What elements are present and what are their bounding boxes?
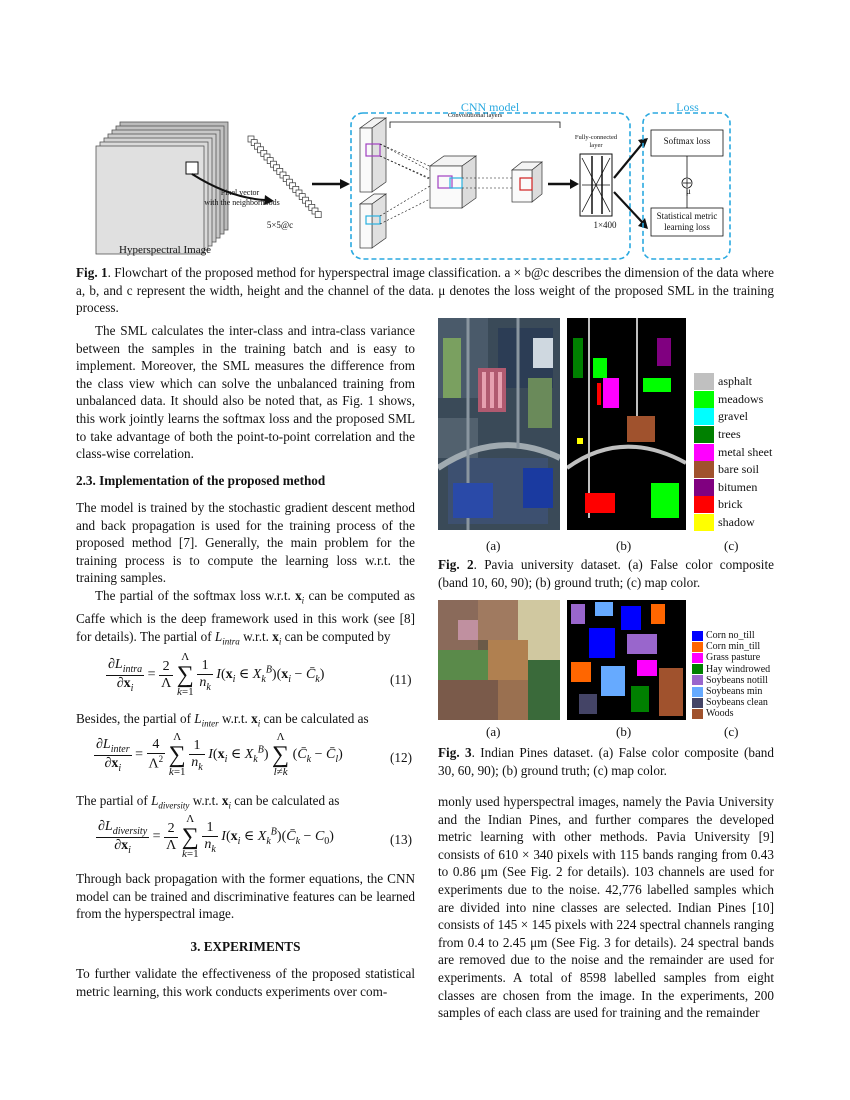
partial-text-c: w.r.t. (243, 628, 269, 644)
conv-middle-block (430, 156, 476, 208)
pavia-legend-swatch (694, 461, 714, 478)
figure-1-caption (76, 264, 774, 317)
softmax-loss-label: Softmax loss (663, 136, 711, 146)
pixel-vector-cell (315, 212, 321, 218)
sml-label-1: Statistical metric (656, 211, 718, 221)
left-column (76, 322, 415, 463)
equation-12: $\frac{\partial L_{inter}}{\partial x_i}$ = $\frac{4}{\Lambda^2}$ Λ ∑ k=1 $\frac{1}{n_k}$ $I(x_i$ ∈ $X_k^B$) Λ ∑ l≠k ($C̄_k$ − $C̄_l$) (96, 731, 343, 778)
indian-pines-legend-swatch (692, 642, 703, 652)
pavia-legend-swatch (694, 479, 714, 496)
figure-2-caption-label: Fig. 2 (438, 557, 474, 572)
pavia-ground-truth (567, 318, 686, 530)
left-column-4 (76, 965, 415, 1000)
pavia-legend-label: asphalt (718, 374, 752, 389)
fig2-sub-a: (a) (486, 538, 501, 553)
indian-pines-legend-item (692, 630, 782, 641)
paragraph-backprop: Through back propagation with the former equations, the CNN model can be trained and discriminative features can be learned from the hyperspectral image. (76, 871, 415, 922)
paragraph-datasets: monly used hyperspectral images, namely the Pavia University and the Indian Pines, and further compares the developed metric learning with other methods. Pavia University [9] consists of 610 × 340 pixels with 115 bands ranging from 0.43 to 0.86 μm (See Fig. 2 for details). 103 channels are used for experiments due to the noise. 42,776 labelled samples which are divided into nine classes are selected. Indian Pines [10] consists of 145 × 145 pixels with 224 spectral channels ranging from 0.4 to 2.45 μm (See Fig. 3 for details). 24 spectral bands are removed due to the noise and the remainder are used for experiments. A total of 8598 labelled samples from eight classes are chosen from the image. In the experiments, 200 samples of each class are used for training and the remainder (438, 794, 774, 1021)
indian-pines-legend (692, 630, 782, 720)
pavia-legend-item (694, 479, 784, 497)
figure-2 (438, 318, 778, 554)
fc-dim-label: 1×400 (593, 220, 617, 230)
pavia-legend-label: metal sheet (718, 444, 773, 459)
indian-pines-ground-truth (567, 600, 686, 720)
pixel-vector-label-1: Pixel vector (220, 188, 260, 197)
figure-3 (438, 600, 778, 740)
pavia-legend-swatch (694, 426, 714, 443)
section-2-3-heading: 2.3. Implementation of the proposed method (76, 473, 326, 488)
pavia-legend-label: gravel (718, 409, 748, 424)
conv-layers-label: Convolutional layers (447, 112, 503, 119)
indian-pines-legend-item (692, 664, 782, 675)
mu-label: μ (686, 186, 691, 196)
diversity-text-b: w.r.t. (192, 793, 219, 808)
pavia-legend-label: bitumen (718, 479, 758, 494)
diversity-text-c: can be calculated as (234, 793, 340, 808)
indian-pines-legend-swatch (692, 653, 703, 663)
conv-input-blocks (360, 118, 386, 248)
paragraph-experiments: To further validate the effectiveness of the proposed statistical metric learning, this work conducts experiments over com- (76, 966, 415, 999)
fc-label-2: layer (589, 142, 603, 149)
pavia-legend-item (694, 514, 784, 532)
pavia-legend-item (694, 426, 784, 444)
pavia-legend-label: brick (718, 497, 743, 512)
indian-pines-legend-swatch (692, 709, 703, 719)
pavia-legend-item (694, 443, 784, 461)
figure-1-caption-label: Fig. 1 (76, 265, 108, 280)
loss-title: Loss (676, 100, 699, 114)
section-3-heading: 3. EXPERIMENTS (190, 939, 301, 954)
sml-label-2: learning loss (664, 222, 710, 232)
diversity-line: The partial of $L_{diversity}$ w.r.t. $x_i$ can be calculated as (76, 793, 340, 811)
indian-pines-legend-label: Corn min_till (706, 641, 761, 653)
partial-text-d: can be computed by (284, 628, 391, 644)
indian-pines-legend-swatch (692, 664, 703, 674)
besides-text-b: w.r.t. (221, 711, 248, 726)
pavia-legend-swatch (694, 373, 714, 390)
paragraph-partial: The partial of the softmax loss w.r.t. $x_i$ can be computed as Caffe which is the deep framework used in this work (see [8] for details). The partial of $L_{intra}$ w.r.t. $x_i$ can be computed by (76, 587, 416, 647)
left-column-3 (76, 870, 415, 923)
pavia-legend-label: trees (718, 427, 741, 442)
pavia-legend-swatch (694, 496, 714, 513)
pavia-legend-swatch (694, 391, 714, 408)
fully-connected-layer (580, 154, 612, 216)
indian-pines-false-color (438, 600, 560, 720)
conv-small-block (512, 162, 542, 202)
pavia-legend-item (694, 461, 784, 479)
indian-pines-legend-label: Grass pasture (706, 652, 761, 664)
pavia-legend-swatch (694, 444, 714, 461)
equation-11: $\frac{\partial L_{intra}}{\partial x_i}$ = $\frac{2}{\Lambda}$ Λ ∑ k=1 $\frac{1}{n_k}$ $I(x_i$ ∈ $X_k^B)(x_i$ − $C̄_k$) (108, 651, 325, 698)
indian-pines-legend-label: Hay windrowed (706, 663, 771, 675)
figure-1 (90, 98, 750, 266)
fig2-sub-c: (c) (724, 538, 739, 553)
pavia-legend-swatch (694, 514, 714, 531)
right-column (438, 793, 774, 1022)
besides-text-a: Besides, the partial of (76, 711, 191, 726)
indian-pines-legend-item (692, 686, 782, 697)
patch-dim-label: 5×5@c (266, 220, 294, 230)
indian-pines-legend-label: Woods (706, 708, 734, 720)
pavia-legend-item (694, 373, 784, 391)
pavia-legend-label: bare soil (718, 462, 759, 477)
figure-2-caption (438, 556, 774, 591)
indian-pines-legend-item (692, 697, 782, 708)
fig3-sub-c: (c) (724, 724, 739, 739)
pavia-false-color (438, 318, 560, 530)
fig2-sub-b: (b) (616, 538, 632, 553)
indian-pines-legend-swatch (692, 675, 703, 685)
indian-pines-legend-label: Soybeans notill (706, 674, 768, 686)
pavia-legend (694, 373, 784, 531)
figure-1-caption-text: . Flowchart of the proposed method for hyperspectral image classification. a × b@c describes the dimension of the data where a, b, and c represent the width, height and the channel of the data. μ denotes the loss weight of the proposed SML in the training process. (76, 265, 774, 316)
fc-label-1: Fully-connected (574, 134, 618, 141)
partial-text-a: The partial of the softmax loss w.r.t. (95, 587, 291, 603)
indian-pines-legend-item (692, 708, 782, 719)
hsi-label: Hyperspectral Image (119, 244, 211, 256)
besides-line: Besides, the partial of $L_{inter}$ w.r.t. $x_i$ can be calculated as (76, 711, 369, 729)
figure-2-caption-text: . Pavia university dataset. (a) False color composite (band 10, 60, 90); (b) ground truth; (c) map color. (438, 557, 774, 590)
fig3-sub-a: (a) (486, 724, 501, 739)
indian-pines-legend-item (692, 652, 782, 663)
equation-11-number: (11) (390, 672, 412, 687)
indian-pines-legend-swatch (692, 631, 703, 641)
figure-3-caption-text: . Indian Pines dataset. (a) False color composite (band 30, 60, 90); (b) ground truth; (c) map color. (438, 745, 774, 778)
pavia-legend-item (694, 408, 784, 426)
diversity-text-a: The partial of (76, 793, 148, 808)
pavia-legend-swatch (694, 408, 714, 425)
figure-3-caption-label: Fig. 3 (438, 745, 472, 760)
indian-pines-legend-label: Soybeans min (706, 686, 763, 698)
pavia-legend-item (694, 496, 784, 514)
pavia-legend-label: shadow (718, 515, 755, 530)
indian-pines-legend-swatch (692, 687, 703, 697)
paragraph-training: The model is trained by the stochastic gradient descent method and back propagation is used for the training process of the proposed method [7]. Generally, the main problem for the training process is to compute the learning loss w.r.t. the training samples. (76, 500, 415, 586)
flowchart-diagram (90, 98, 750, 266)
equation-13: $\frac{\partial L_{diversity}}{\partial x_i}$ = $\frac{2}{\Lambda}$ Λ ∑ k=1 $\frac{1}{n_k}$ $I(x_i$ ∈ $X_k^B)(C̄_k - C_0)$ (98, 813, 334, 860)
indian-pines-legend-label: Corn no_till (706, 630, 755, 642)
equation-12-number: (12) (390, 750, 412, 765)
paragraph-sml: The SML calculates the inter-class and intra-class variance between the samples in the training batch and is easy to implement. Moreover, the SML measures the difference from the class view which can solve the unbalanced training from unbalanced data. It should also be noted that, as Fig. 1 shows, this work jointly learns the softmax loss and the proposed SML to take advantage of both the point-to-point correlation and the class-wise correlation. (76, 323, 415, 462)
indian-pines-legend-swatch (692, 698, 703, 708)
fig3-sub-b: (b) (616, 724, 632, 739)
pavia-legend-label: meadows (718, 391, 764, 406)
cnn-model-title: CNN model (460, 100, 520, 114)
left-column-2 (76, 499, 415, 651)
pavia-legend-item (694, 391, 784, 409)
figure-3-caption (438, 744, 774, 779)
indian-pines-legend-item (692, 675, 782, 686)
pixel-vector-label-2: with the neighborhoods (204, 198, 280, 207)
indian-pines-legend-label: Soybeans clean (706, 697, 768, 709)
indian-pines-legend-item (692, 641, 782, 652)
partial-text-b: can be computed as Caffe which is the deep framework used in this work (see [8] for details). The partial of (76, 587, 416, 644)
besides-text-c: can be calculated as (263, 711, 369, 726)
equation-13-number: (13) (390, 832, 412, 847)
